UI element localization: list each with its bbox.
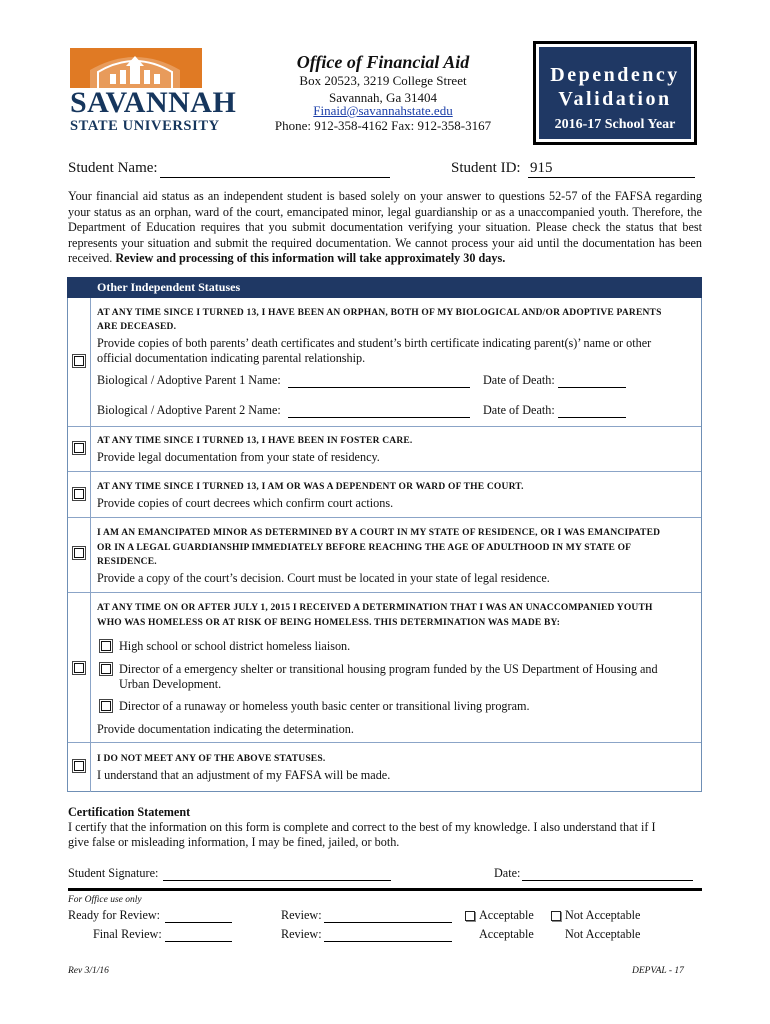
liaison-checkbox[interactable] [99, 639, 113, 653]
signature-field[interactable] [163, 865, 391, 881]
signature-label: Student Signature: [68, 866, 159, 880]
acceptable-label-1: Acceptable [479, 908, 534, 922]
parent2-death-field[interactable] [558, 403, 626, 418]
ward-title: AT ANY TIME SINCE I TURNED 13, I AM OR WAS A DEPENDENT OR WARD OF THE COURT. [97, 482, 524, 492]
ready-review-label: Ready for Review: [68, 908, 161, 922]
student-id-label: Student ID: [451, 160, 521, 176]
address-line-2: Savannah, Ga 31404 [329, 90, 437, 105]
none-checkbox[interactable] [72, 759, 86, 773]
parent2-label: Biological / Adoptive Parent 2 Name: [97, 403, 281, 417]
review-label-1: Review: [281, 908, 322, 922]
foster-checkbox[interactable] [72, 441, 86, 455]
homeless-checkbox[interactable] [72, 661, 86, 675]
orphan-body-1: Provide copies of both parents’ death certificates and student’s birth certificate indicating parent(s)’ name or other [97, 336, 652, 350]
row-divider [68, 471, 701, 472]
orphan-title-2: ARE DECEASED. [97, 322, 177, 332]
homeless-title-1: AT ANY TIME ON OR AFTER JULY 1, 2015 I RECEIVED A DETERMINATION THAT I WAS AN UNACCOMPANIED YOUTH [97, 603, 653, 613]
parent1-death-field[interactable] [558, 373, 626, 388]
shelter-director-checkbox[interactable] [99, 662, 113, 676]
runaway-director-checkbox[interactable] [99, 699, 113, 713]
form-title-box [533, 41, 697, 145]
office-title: Office of Financial Aid [296, 52, 470, 72]
certification-line-2: give false or misleading information, I may be fined, jailed, or both. [68, 835, 400, 849]
certification-line-1: I certify that the information on this form is complete and correct to the best of my knowledge. I also understand that if I [68, 820, 656, 834]
table-header [67, 277, 702, 298]
logo-wordmark: SAVANNAH [70, 86, 237, 119]
table-column-divider [90, 298, 91, 792]
office-use-heading: For Office use only [68, 895, 142, 905]
logo-subtitle: STATE UNIVERSITY [70, 118, 220, 134]
emancipated-body: Provide a copy of the court’s decision. Court must be located in your state of legal residence. [97, 571, 550, 585]
none-title: I DO NOT MEET ANY OF THE ABOVE STATUSES. [97, 754, 326, 764]
student-name-label: Student Name: [68, 160, 158, 176]
row-divider [68, 592, 701, 593]
intro-text: Your financial aid status as an independent student is based solely on your answer to questions 52-57 of the FAFSA regarding your status as an orphan, ward of the court, emancipated minor, legal guardianship or as a unaccompanied youth. Therefore, the Department of Education requires that you submit documentation verifying your situation. Please check the status that best represents your situation and submit the required documentation. We cannot process your aid until the documentation has been received. [68, 189, 702, 265]
foster-title: AT ANY TIME SINCE I TURNED 13, I HAVE BEEN IN FOSTER CARE. [97, 436, 413, 446]
intro-paragraph [68, 189, 702, 267]
orphan-title-1: AT ANY TIME SINCE I TURNED 13, I HAVE BEEN AN ORPHAN, BOTH OF MY BIOLOGICAL AND/OR ADOPTIVE PARENTS [97, 308, 662, 318]
parent1-death-label: Date of Death: [483, 373, 555, 387]
shelter-director-option-1: Director of a emergency shelter or transitional housing program funded by the US Department of Housing and [119, 662, 658, 676]
not-acceptable-label-2: Not Acceptable [565, 927, 641, 941]
student-name-field[interactable] [160, 158, 390, 178]
orphan-checkbox[interactable] [72, 354, 86, 368]
review-field-1[interactable] [324, 908, 452, 923]
intro-bold-text: Review and processing of this information will take approximately 30 days. [115, 251, 506, 265]
row-divider [68, 426, 701, 427]
review-label-2: Review: [281, 927, 322, 941]
school-year: 2016-17 School Year [554, 117, 676, 132]
runaway-director-option: Director of a runaway or homeless youth basic center or transitional living program. [119, 699, 530, 713]
orphan-body-2: official documentation indicating parental relationship. [97, 351, 366, 365]
not-acceptable-label-1: Not Acceptable [565, 908, 641, 922]
parent2-death-label: Date of Death: [483, 403, 555, 417]
none-body: I understand that an adjustment of my FAFSA will be made. [97, 768, 391, 782]
liaison-option: High school or school district homeless liaison. [119, 639, 351, 653]
homeless-title-2: WHO WAS HOMELESS OR AT RISK OF BEING HOMELESS. THIS DETERMINATION WAS MADE BY: [97, 618, 561, 628]
row-divider [68, 742, 701, 743]
review-field-2[interactable] [324, 927, 452, 942]
phone-fax: Phone: 912-358-4162 Fax: 912-358-3167 [274, 118, 492, 133]
table-heading: Other Independent Statuses [97, 280, 241, 294]
homeless-body: Provide documentation indicating the determination. [97, 722, 354, 736]
acceptable-label-2: Acceptable [479, 927, 534, 941]
emancipated-title-2: OR IN A LEGAL GUARDIANSHIP IMMEDIATELY BEFORE REACHING THE AGE OF ADULTHOOD IN MY STATE OF [97, 543, 632, 553]
form-title-line-2: Validation [558, 88, 672, 110]
form-code: DEPVAL - 17 [632, 966, 684, 976]
acceptable-checkbox[interactable] [465, 911, 475, 921]
address-line-1: Box 20523, 3219 College Street [299, 73, 467, 88]
final-review-field[interactable] [165, 927, 232, 942]
emancipated-title-3: RESIDENCE. [97, 557, 157, 567]
parent1-label: Biological / Adoptive Parent 1 Name: [97, 373, 281, 387]
parent2-name-field[interactable] [288, 403, 470, 418]
parent1-name-field[interactable] [288, 373, 470, 388]
row-divider [68, 517, 701, 518]
revision-date: Rev 3/1/16 [68, 966, 109, 976]
foster-body: Provide legal documentation from your state of residency. [97, 450, 380, 464]
date-field[interactable] [522, 865, 693, 881]
emancipated-checkbox[interactable] [72, 546, 86, 560]
final-review-label: Final Review: [93, 927, 162, 941]
email-link[interactable]: Finaid@savannahstate.edu [313, 103, 453, 118]
certification-heading: Certification Statement [68, 805, 191, 819]
ready-review-field[interactable] [165, 908, 232, 923]
emancipated-title-1: I AM AN EMANCIPATED MINOR AS DETERMINED BY A COURT IN MY STATE OF RESIDENCE, OR I WAS EMANCIPATED [97, 528, 661, 538]
student-id-field[interactable]: 915 [528, 160, 695, 178]
date-label: Date: [494, 866, 521, 880]
not-acceptable-checkbox[interactable] [551, 911, 561, 921]
office-section-divider [68, 888, 702, 891]
form-title-line-1: Dependency [550, 64, 680, 86]
ward-checkbox[interactable] [72, 487, 86, 501]
ward-body: Provide copies of court decrees which confirm court actions. [97, 496, 394, 510]
shelter-director-option-2: Urban Development. [119, 677, 222, 691]
